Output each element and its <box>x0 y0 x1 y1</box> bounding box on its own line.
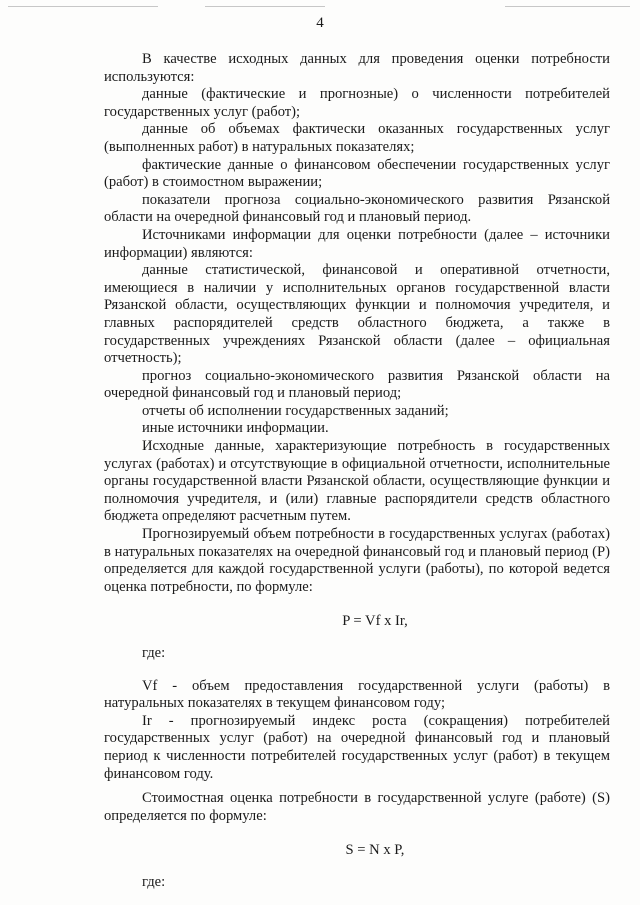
paragraph-calculated-data: Исходные данные, характеризующие потребность в государственных услугах (работах) и отсутствующие в официальной отчетности, исполнительные органы государственной власти Рязанской области, осуществляющие функции и полномочия учредителя, и (или) главные распорядители средств областного бюджета определяют расчетным путем. <box>104 438 610 525</box>
list-item-service-volumes: данные об объемах фактически оказанных государственных услуг (выполненных работ) в натуральных показателях; <box>104 121 610 155</box>
definition-ir: Ir - прогнозируемый индекс роста (сокращения) потребителей государственных услуг (работ) на очередной финансовый год и плановый период к численности потребителей государственных услуг (работ) в текущем финансовом году. <box>104 712 610 782</box>
list-item-task-reports: отчеты об исполнении государственных заданий; <box>142 402 449 419</box>
list-item-financial-data: фактические данные о финансовом обеспечении государственных услуг (работ) в стоимостном выражении; <box>104 156 610 191</box>
list-item-consumer-count: данные (фактические и прогнозные) о численности потребителей государственных услуг (работ); <box>104 86 610 120</box>
paragraph-source-data: В качестве исходных данных для проведения оценки потребности используются: <box>104 51 610 85</box>
where-label: где: <box>142 873 166 890</box>
page-number: 4 <box>316 15 324 31</box>
scan-edge-mark <box>505 6 630 7</box>
formula-s: S = N x P, <box>345 842 405 859</box>
paragraph-forecast-volume: Прогнозируемый объем потребности в государственных услугах (работах) в натуральных показателях на очередной финансовый год и плановый период (P) определяется для каждой государственной услуги (работы), по которой ведется оценка потребности, по формуле: <box>104 526 610 595</box>
list-item-other-sources: иные источники информации. <box>142 420 329 437</box>
scan-edge-mark <box>8 6 158 7</box>
list-item-reporting-data: данные статистической, финансовой и оперативной отчетности, имеющиеся в наличии у исполнительных органов государственной власти Рязанской области, осуществляющих функции и полномочия учредителя, и главных распорядителей средств областного бюджета, а также в государственных учреждениях Рязанской области (далее – официальная отчетность); <box>104 262 610 367</box>
list-item-forecast: прогноз социально-экономического развития Рязанской области на очередной финансовый год и плановый период; <box>104 367 610 402</box>
where-label: где: <box>142 645 166 661</box>
list-item-forecast-indicators: показатели прогноза социально-экономического развития Рязанской области на очередной финансовый год и плановый период. <box>104 191 610 226</box>
formula-p: P = Vf x Ir, <box>342 613 408 630</box>
definition-vf: Vf - объем предоставления государственной услуги (работы) в натуральных показателях в текущем финансовом году; <box>104 677 610 712</box>
paragraph-cost-estimate: Стоимостная оценка потребности в государственной услуге (работе) (S) определяется по формуле: <box>104 790 610 824</box>
scan-edge-mark <box>205 6 325 7</box>
paragraph-information-sources: Источниками информации для оценки потребности (далее – источники информации) являются: <box>104 226 610 261</box>
document-body <box>104 51 610 892</box>
